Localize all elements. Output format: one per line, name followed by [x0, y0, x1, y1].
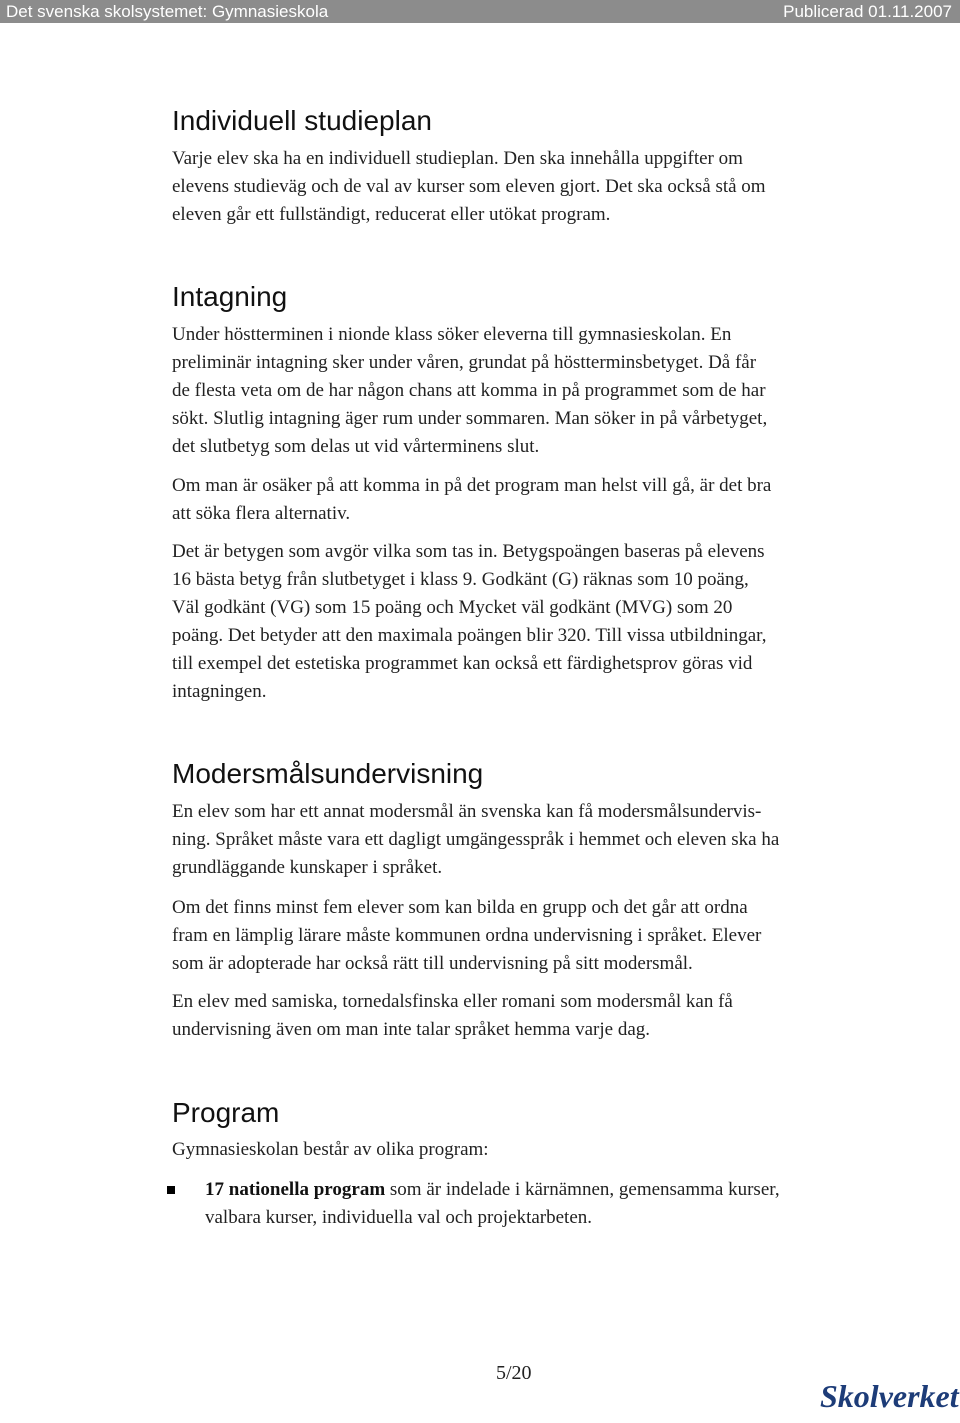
text-line — [205, 1176, 780, 1204]
text-line: Väl godkänt (VG) som 15 poäng och Mycket väl godkänt (MVG) som 20 — [172, 597, 733, 618]
header-title: Det svenska skolsystemet: Gymnasieskola — [6, 2, 329, 21]
text-line: 16 bästa betyg från slutbetyget i klass 9. Godkänt (G) räknas som 10 poäng, — [172, 569, 749, 590]
heading-program: Program — [172, 1097, 280, 1128]
text-line: ning. Språket måste vara ett dagligt umgängesspråk i hemmet och eleven ska ha — [172, 829, 780, 850]
text-line: preliminär intagning sker under våren, grundat på höstterminsbetyget. Då får — [172, 352, 757, 373]
skolverket-logo: Skolverket — [820, 1378, 959, 1414]
paragraph-modersmal-1 — [172, 798, 862, 882]
heading-modersmal: Modersmålsundervisning — [172, 758, 484, 789]
text-line: En elev som har ett annat modersmål än svenska kan få modersmålsundervis- — [172, 801, 762, 822]
text-line: eleven går ett fullständigt, reducerat eller utökat program. — [172, 204, 611, 225]
paragraph-modersmal-3 — [172, 988, 862, 1044]
text-span: som är indelade i kärnämnen, gemensamma kurser, — [385, 1179, 780, 1200]
text-line: Varje elev ska ha en individuell studieplan. Den ska innehålla uppgifter om — [172, 148, 743, 169]
bold-term: 17 nationella program — [205, 1179, 386, 1200]
text-line: valbara kurser, individuella val och projektarbeten. — [205, 1207, 593, 1228]
text-line: Gymnasieskolan består av olika program: — [172, 1139, 489, 1160]
text-line: elevens studieväg och de val av kurser som eleven gjort. Det ska också stå om — [172, 176, 766, 197]
text-line: Om det finns minst fem elever som kan bilda en grupp och det går att ordna — [172, 897, 748, 918]
text-line: de flesta veta om de har någon chans att komma in på programmet som de har — [172, 380, 766, 401]
text-line: Om man är osäker på att komma in på det program man helst vill gå, är det bra — [172, 475, 772, 496]
text-line: till exempel det estetiska programmet kan också ett färdighetsprov göras vid — [172, 653, 753, 674]
text-line: fram en lämplig lärare måste kommunen ordna undervisning i språket. Elever — [172, 925, 762, 946]
square-bullet-icon — [167, 1186, 175, 1194]
text-line: Det är betygen som avgör vilka som tas in. Betygspoängen baseras på elevens — [172, 541, 765, 562]
paragraph-program — [172, 1136, 862, 1164]
text-line: Under höstterminen i nionde klass söker eleverna till gymnasieskolan. En — [172, 324, 732, 345]
text-line: att söka flera alternativ. — [172, 503, 351, 524]
page-header — [0, 0, 960, 23]
paragraph-intagning-3 — [172, 538, 862, 706]
list-item-text — [205, 1176, 780, 1232]
paragraph-intagning-1 — [172, 321, 862, 461]
text-line: som är adopterade har också rätt till undervisning på sitt modersmål. — [172, 953, 693, 974]
paragraph-studieplan — [172, 145, 862, 229]
paragraph-intagning-2 — [172, 472, 862, 528]
heading-studieplan: Individuell studieplan — [172, 105, 432, 136]
page-number: 5/20 — [496, 1362, 532, 1384]
text-line: intagningen. — [172, 681, 267, 702]
text-line: grundläggande kunskaper i språket. — [172, 857, 443, 878]
text-line: poäng. Det betyder att den maximala poängen blir 320. Till vissa utbildningar, — [172, 625, 767, 646]
text-line: det slutbetyg som delas ut vid vårterminens slut. — [172, 436, 540, 457]
text-line: En elev med samiska, tornedalsfinska eller romani som modersmål kan få — [172, 991, 733, 1012]
paragraph-modersmal-2 — [172, 894, 862, 978]
text-line: undervisning även om man inte talar språket hemma varje dag. — [172, 1019, 651, 1040]
text-line: sökt. Slutlig intagning äger rum under sommaren. Man söker in på vårbetyget, — [172, 408, 768, 429]
header-published-date: Publicerad 01.11.2007 — [783, 2, 952, 21]
heading-intagning: Intagning — [172, 281, 288, 312]
